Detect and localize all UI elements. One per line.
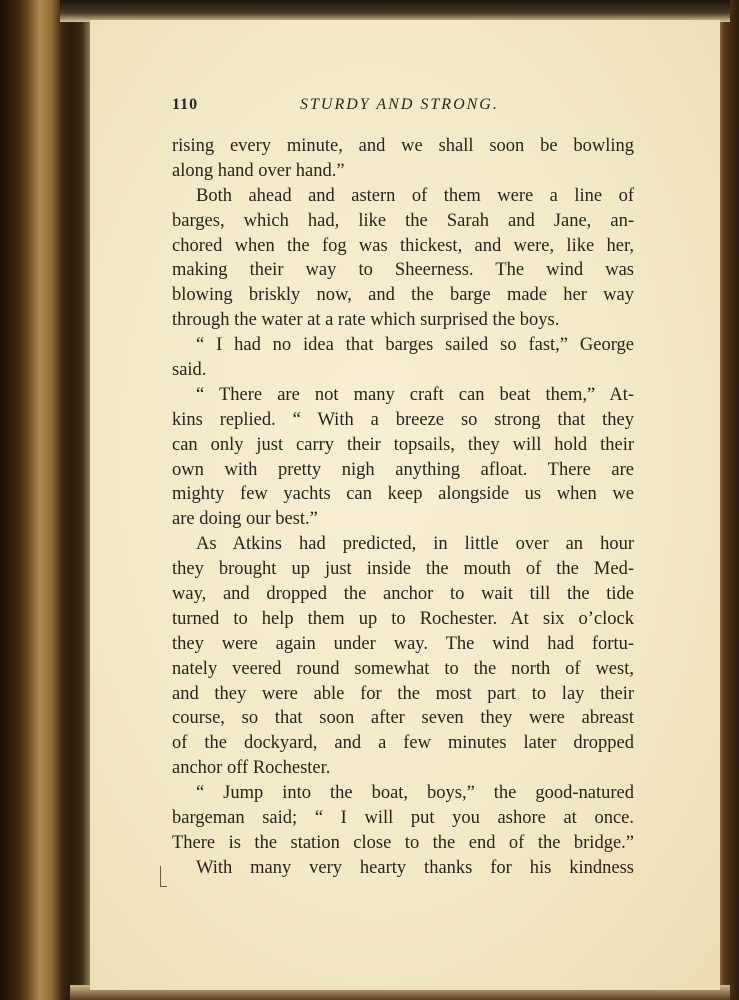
text-line: through the water at a rate which surprised the boys. [172, 310, 560, 331]
text-line: There is the station close to the end of the bridge.” [172, 832, 634, 853]
page-header [172, 96, 632, 120]
body-text [172, 134, 634, 881]
text-line: way, and dropped the anchor to wait till the tide [172, 584, 634, 605]
text-line: said. [172, 360, 207, 381]
text-line: “ There are not many craft can beat them,” At- [196, 384, 634, 405]
text-line: are doing our best.” [172, 509, 318, 530]
text-line: of the dockyard, and a few minutes later dropped [172, 733, 634, 754]
text-line: rising every minute, and we shall soon be bowling [172, 136, 634, 156]
text-line: they brought up just inside the mouth of the Med- [172, 559, 634, 580]
text-line: blowing briskly now, and the barge made her way [172, 285, 634, 306]
text-line: mighty few yachts can keep alongside us when we [172, 484, 634, 505]
text-line: barges, which had, like the Sarah and Jane, an- [172, 210, 634, 231]
text-line: “ Jump into the boat, boys,” the good-natured [196, 783, 634, 804]
running-title: STURDY AND STRONG. [300, 96, 499, 113]
text-line: they were again under way. The wind had fortu- [172, 633, 634, 654]
text-line: kins replied. “ With a breeze so strong that they [172, 409, 634, 430]
text-line: own with pretty nigh anything afloat. There are [172, 459, 634, 480]
text-line: With many very hearty thanks for his kindness [196, 857, 634, 878]
text-line: nately veered round somewhat to the north of west, [172, 658, 634, 679]
margin-mark [160, 866, 167, 887]
text-line: anchor off Rochester. [172, 758, 331, 779]
text-line: along hand over hand.” [172, 160, 345, 181]
text-line: bargeman said; “ I will put you ashore at once. [172, 808, 634, 829]
text-line: Both ahead and astern of them were a line of [196, 185, 634, 206]
text-line: making their way to Sheerness. The wind was [172, 260, 634, 281]
text-line: As Atkins had predicted, in little over an hour [196, 534, 634, 555]
page-number: 110 [172, 96, 199, 113]
text-line: can only just carry their topsails, they will hold their [172, 434, 634, 455]
text-line: chored when the fog was thickest, and were, like her, [172, 235, 634, 256]
text-line: course, so that soon after seven they were abreast [172, 708, 634, 729]
page-top-edge [60, 0, 730, 22]
text-line: “ I had no idea that barges sailed so fast,” George [196, 335, 634, 356]
text-line: turned to help them up to Rochester. At six o’clock [172, 608, 634, 629]
text-line: and they were able for the most part to lay their [172, 683, 634, 704]
